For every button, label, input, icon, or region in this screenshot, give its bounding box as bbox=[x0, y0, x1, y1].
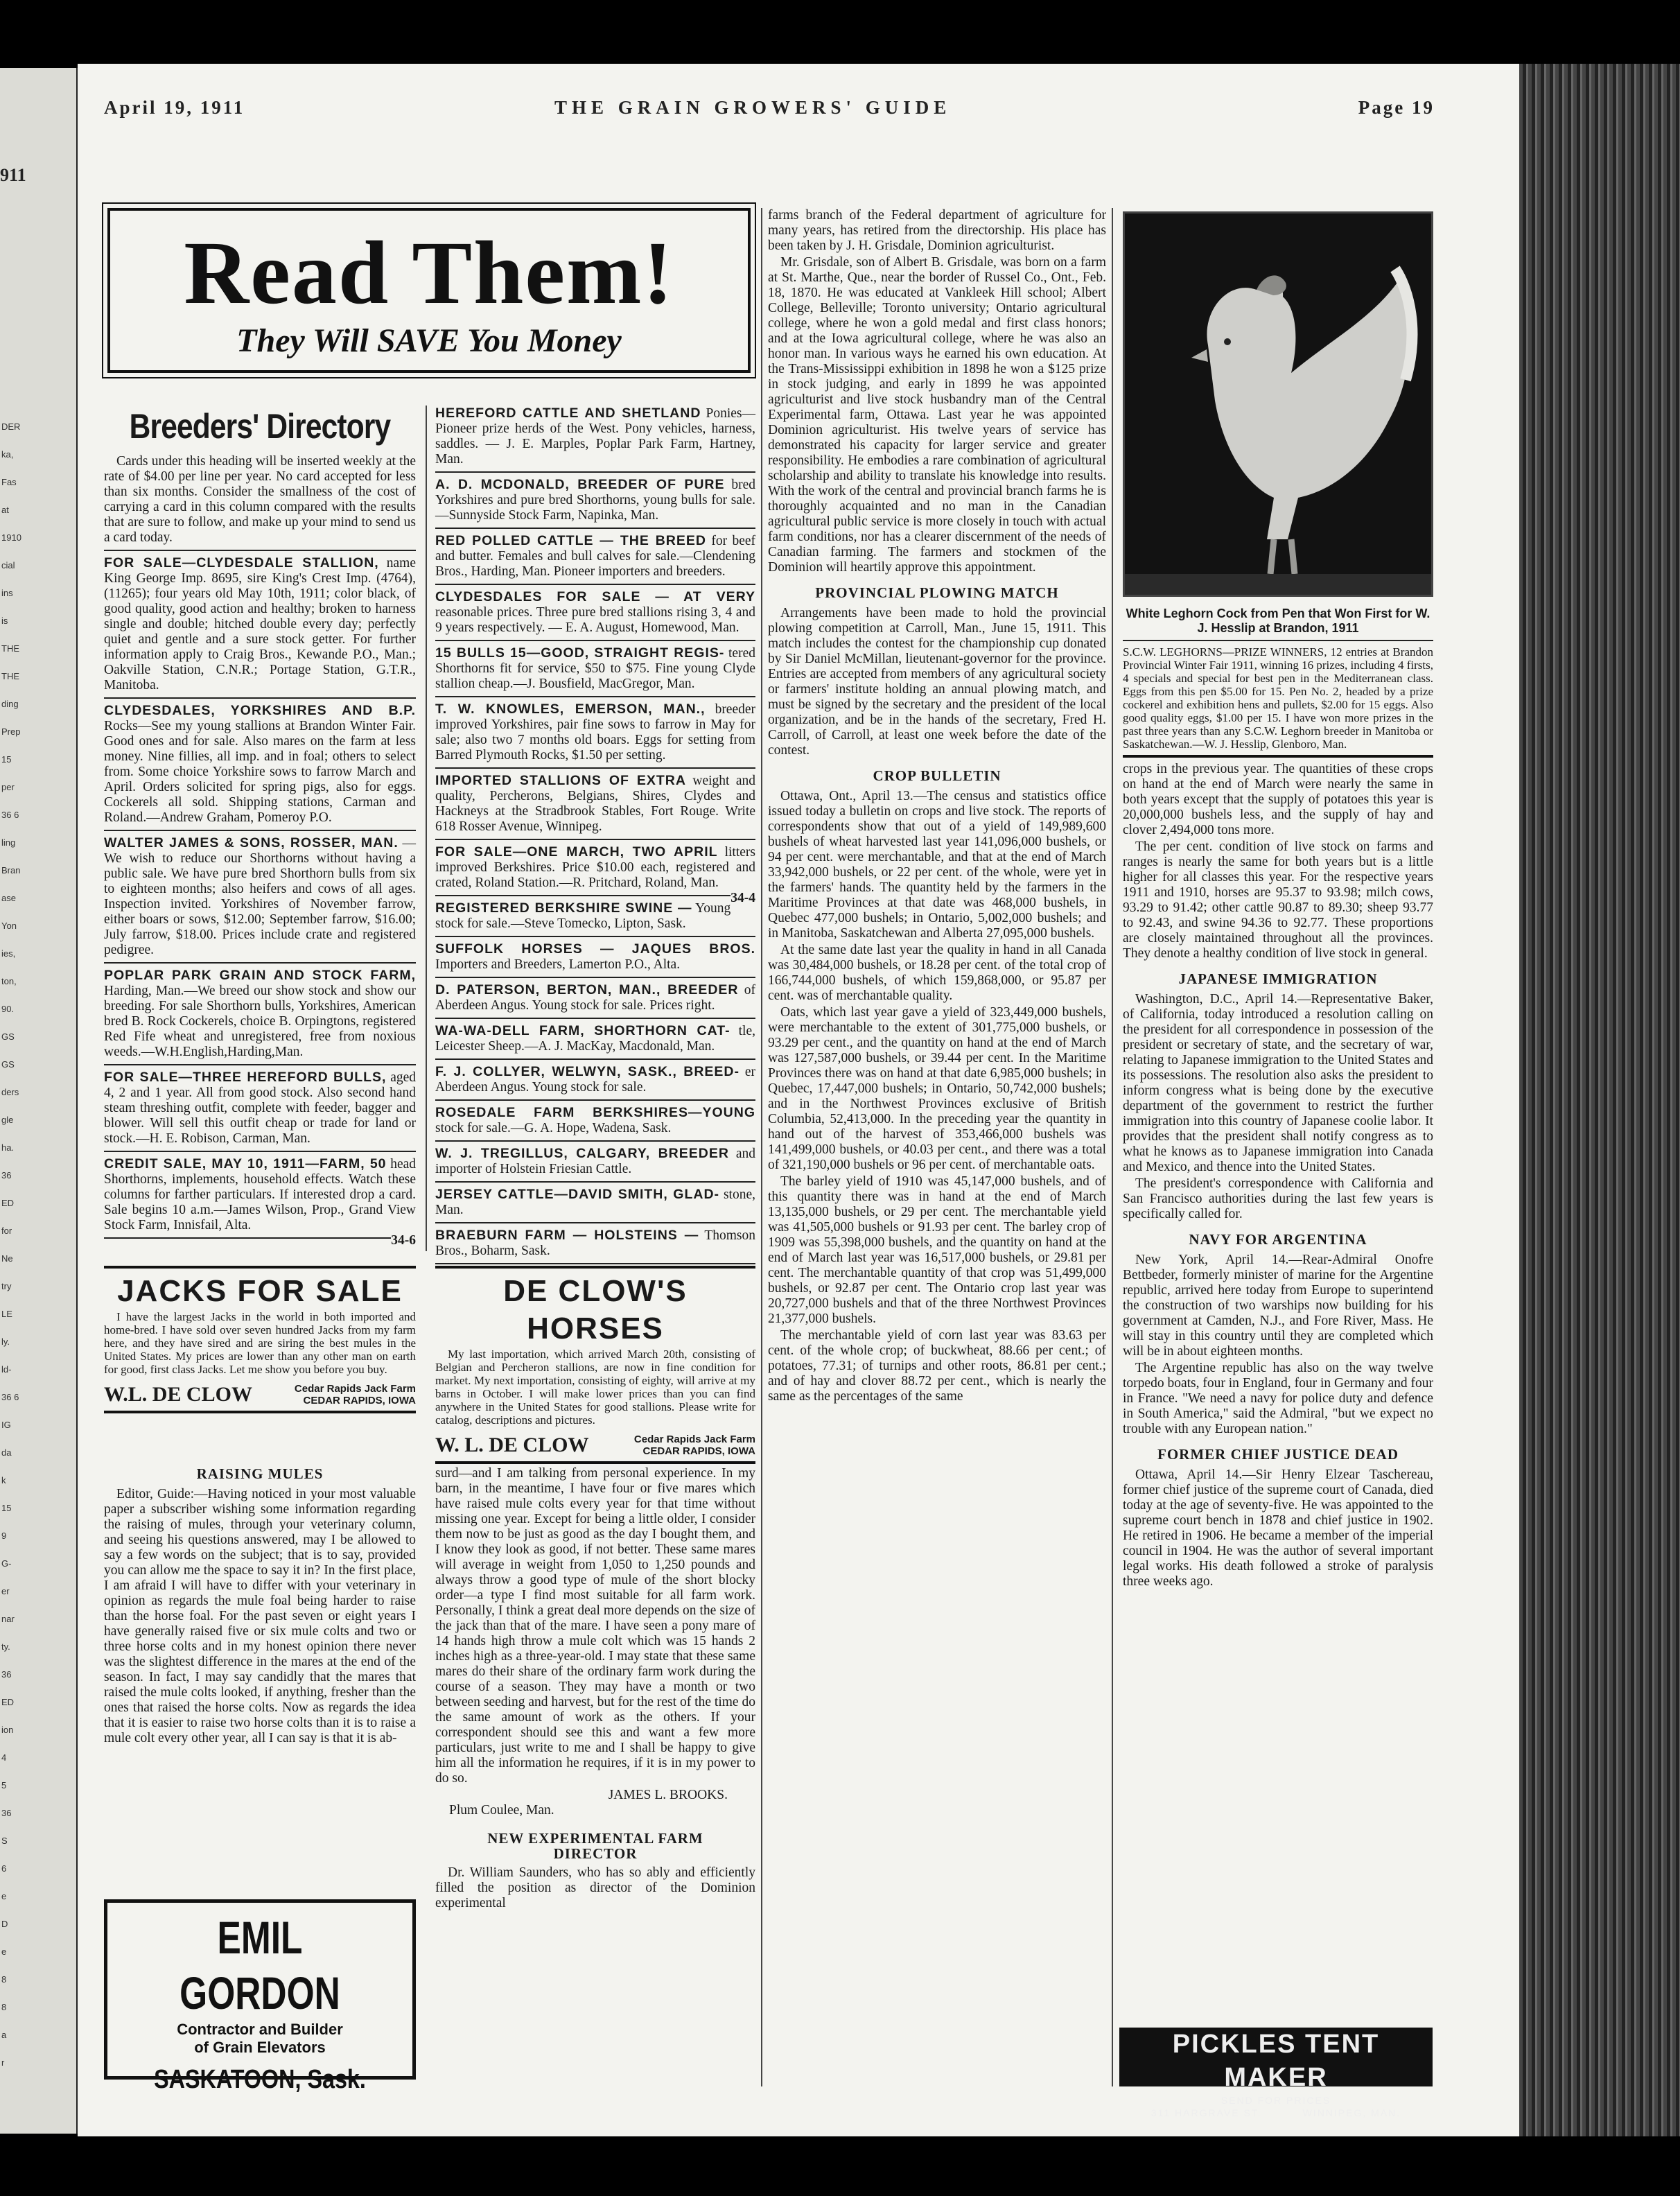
column-4 bbox=[1123, 607, 1433, 1591]
left-page-fragment-text: THE bbox=[1, 643, 19, 654]
ad-divider bbox=[435, 696, 755, 697]
ad-divider bbox=[435, 471, 755, 473]
breeder-ad bbox=[435, 941, 755, 973]
ad-divider bbox=[435, 1099, 755, 1101]
breeder-ad bbox=[435, 1228, 755, 1259]
breeder-ad-body: breeder improved Yorkshires, pair fine sows to farrow in May for sale; also two 7 months old boars. Eggs for setting from Barred Plymouth Rocks, $1.50 per setting. bbox=[435, 702, 756, 762]
left-page-fragment-text: S bbox=[1, 1836, 8, 1846]
left-page-fragment-text: gle bbox=[1, 1115, 14, 1125]
ad-divider bbox=[435, 1222, 755, 1223]
left-page-fragment-text: is bbox=[1, 616, 8, 626]
left-page-fragment-text: for bbox=[1, 1226, 12, 1236]
breeder-ad bbox=[435, 702, 755, 763]
issue-date: April 19, 1911 bbox=[104, 97, 245, 118]
ad-divider bbox=[435, 767, 755, 769]
left-page-fragment-text: r bbox=[1, 2057, 5, 2068]
ad-divider bbox=[435, 839, 755, 840]
left-page-fragment-text: ders bbox=[1, 1087, 19, 1097]
pickles-title: PICKLES TENT MAKER bbox=[1172, 2030, 1380, 2092]
left-page-fragment-text: 1910 bbox=[1, 532, 21, 543]
left-page-fragment-text: ED bbox=[1, 1697, 15, 1707]
ad-divider bbox=[435, 1058, 755, 1060]
breeder-ad-heading: W. J. TREGILLUS, CALGARY, BREEDER bbox=[435, 1146, 729, 1161]
experimental-farm-part-1: Dr. William Saunders, who has so ably and efficiently filled the position as director of the Dominion experimental bbox=[435, 1865, 755, 1910]
left-page-number: 911 bbox=[0, 165, 26, 185]
left-page-fragment-text: a bbox=[1, 2030, 7, 2040]
crop-bulletin-p4: The barley yield of 1910 was 45,147,000 bushels, and of this quantity there was in hand at the end of March 13,135,000 bushels, or 29 per cent. The merchantable yield was 41,505,000 bushels or 91.93 per cent. The barley crop of 1909 was 55,398,000 bushels, and the quantity on hand at the end of March last year was 16,517,000 bushels, or 29.81 per cent. The merchantable quantity of that crop was 51,499,000 bushels, or 92.87 per cent. The Ontario crop last year was 20,727,000 bushels and that of the three Northwest Provinces 21,377,000 bushels. bbox=[768, 1174, 1106, 1326]
ad-divider bbox=[104, 1151, 416, 1152]
experimental-farm-title-2: DIRECTOR bbox=[553, 1845, 638, 1862]
column-rule bbox=[426, 406, 427, 1251]
left-page-fragment-text: per bbox=[1, 782, 15, 792]
left-page-fragment-text: THE bbox=[1, 671, 19, 681]
page-number: Page 19 bbox=[1358, 97, 1435, 118]
left-page-fragment bbox=[0, 68, 80, 2134]
breeder-ad-body: Importers and Breeders, Lamerton P.O., Alta. bbox=[435, 957, 681, 972]
emil-gordon-line-2: of Grain Elevators bbox=[194, 2039, 326, 2056]
left-page-fragment-text: da bbox=[1, 1447, 12, 1458]
breeder-ad bbox=[435, 982, 755, 1013]
left-page-fragment-text: Yon bbox=[1, 921, 17, 931]
emil-gordon-ad bbox=[104, 1899, 416, 2094]
ad-divider bbox=[435, 936, 755, 937]
crop-bulletin-p6: crops in the previous year. The quantities of these crops on hand at the end of March were nearly the same in both years except that the supply of potatoes this year is 20,000,000 bushels less, and the supply of hay and clover 2,494,000 tons more. bbox=[1123, 762, 1433, 837]
breeder-ad-heading: A. D. MCDONALD, BREEDER OF PURE bbox=[435, 477, 725, 492]
breeder-ad bbox=[435, 773, 755, 835]
breeder-ad-heading: FOR SALE—THREE HEREFORD BULLS, bbox=[104, 1070, 387, 1085]
ad-divider bbox=[104, 830, 416, 831]
breeder-ad bbox=[435, 589, 755, 636]
left-page-fragment-text: ling bbox=[1, 837, 16, 848]
plowing-match-title: PROVINCIAL PLOWING MATCH bbox=[815, 584, 1059, 601]
left-page-fragment-text: ha. bbox=[1, 1142, 15, 1153]
crop-bulletin-title: CROP BULLETIN bbox=[873, 767, 1001, 784]
breeder-ad-body: Rocks—See my young stallions at Brandon Winter Fair. Good ones and for sale. Also mares on the farm at less money. Nine fillies, all imp. and in foal; others to select from. Some choice Yorkshire sows to farrow March and April. Orders solicited for spring pigs, also for eggs. Cockerels all sold. Shipping stations, Carman and Roland.—Andrew Graham, Pomeroy P.O. bbox=[104, 719, 416, 825]
breeder-ad-body: litters improved Berkshires. Price $10.00 each, registered and crated, Roland Station.—R. Pritchard, Roland, Man. bbox=[435, 845, 755, 890]
breeder-ad bbox=[435, 533, 755, 580]
breeder-ad-body: stock for sale.—G. A. Hope, Wadena, Sask. bbox=[435, 1121, 672, 1135]
left-page-fragment-text: 90. bbox=[1, 1004, 15, 1014]
navy-argentina-title: NAVY FOR ARGENTINA bbox=[1189, 1231, 1367, 1248]
emil-gordon-name: EMIL GORDON bbox=[180, 1912, 340, 2019]
breeder-ad-body: and importer of Holstein Friesian Cattle. bbox=[435, 1147, 755, 1176]
left-page-fragment-text: 36 6 bbox=[1, 1392, 19, 1402]
breeder-ad-heading: WALTER JAMES & SONS, ROSSER, MAN. bbox=[104, 835, 399, 851]
breeder-ad-body: Ponies—Pioneer prize herds of the West. Pony vehicles, harness, saddles. — J. E. Marples, Poplar Park Farm, Hartney, Man. bbox=[435, 406, 755, 467]
column-rule bbox=[761, 208, 762, 2086]
left-page-fragment-text: ies, bbox=[1, 948, 16, 959]
breeders-column-1 bbox=[104, 406, 416, 1248]
breeder-ad-heading: 15 BULLS 15—GOOD, STRAIGHT REGIS- bbox=[435, 645, 725, 661]
plowing-match-body: Arrangements have been made to hold the provincial plowing competition at Carroll, Man., June 15, 1911. This match includes the contest for the championship cup donated by Sir Daniel McMillan, lieutenant-governor for the province. Entries are accepted from members of any agricultural society or farmers' institute holding an annual plowing match, and must be signed by the secretary and the president of the local organization, and be in the hands of the secretary, Fred H. Carroll, of Carroll, at least one week before the date of the contest. bbox=[768, 606, 1106, 758]
raising-mules-title: RAISING MULES bbox=[196, 1465, 324, 1482]
breeder-ad bbox=[435, 1187, 755, 1218]
breeder-ad-body: er Aberdeen Angus. Young stock for sale. bbox=[435, 1065, 755, 1095]
jacks-city: CEDAR RAPIDS, IOWA bbox=[303, 1395, 416, 1406]
declow-signature: W. L. DE CLOW bbox=[435, 1434, 589, 1456]
leghorns-ad: S.C.W. LEGHORNS—PRIZE WINNERS, 12 entries at Brandon Provincial Winter Fair 1911, winning 16 prizes, including 4 firsts, 4 specials and special for best pen in the Mediterranean class. Eggs from this pen $5.00 for 15. Pen No. 2, headed by a prize cockerel and exhibition hens and pullets, $2.00 for 15 eggs. Also good quality eggs, $1.00 per 15. I have won more prizes in the past three years than any S.C.W. Leghorn breeder in Manitoba or Saskatchewan.—W. J. Hesslip, Glenboro, Man. bbox=[1123, 645, 1433, 751]
breeder-ad bbox=[104, 968, 416, 1060]
left-page-fragment-text: IG bbox=[1, 1420, 11, 1430]
breeder-ad-body: tle, Leicester Sheep.—A. J. MacKay, Macdonald, Man. bbox=[435, 1024, 755, 1054]
chief-justice-body: Ottawa, April 14.—Sir Henry Elzear Taschereau, former chief justice of the supreme court of Canada, died today at the age of seventy-five. He was appointed to the supreme court bench in 1878 and chief justice in 1902. He retired in 1906. He became a member of the imperial council in 1904. He was the author of several important legal works. His death followed a stroke of paralysis three weeks ago. bbox=[1123, 1467, 1433, 1589]
jacks-ad bbox=[104, 1262, 416, 1418]
left-page-fragment-text: e bbox=[1, 1946, 7, 1957]
declow-title: DE CLOW'S HORSES bbox=[503, 1274, 688, 1345]
breeder-ad-body: for beef and butter. Females and bull calves for sale.—Clendening Bros., Harding, Man. Pioneer importers and breeders. bbox=[435, 534, 755, 579]
left-page-fragment-text: 36 6 bbox=[1, 810, 19, 820]
japanese-immigration-body-2: The president's correspondence with California and San Francisco authorities during the last few years is specifically called for. bbox=[1123, 1176, 1433, 1221]
rooster-caption: White Leghorn Cock from Pen that Won First for W. J. Hesslip at Brandon, 1911 bbox=[1126, 607, 1430, 635]
left-page-fragment-text: 4 bbox=[1, 1752, 7, 1763]
breeder-ad-heading: RED POLLED CATTLE — THE BREED bbox=[435, 533, 706, 548]
experimental-farm-part-3: Mr. Grisdale, son of Albert B. Grisdale, was born on a farm at St. Marthe, Que., near the border of Russel Co., Ont., Feb. 18, 1870. He was educated at Vankleek Hill school; Albert College, Belleville; Toronto university; Ontario agricultural college, where he won a gold medal and first class honors; and at the Iowa agricultural college, where he was also an honor man. In various ways he earned his own education. At the Trans-Mississippi exhibition in 1898 he won a $125 prize in stock judging, and early in 1899 he was appointed agriculturist and live stock husbandry man of the Central Experimental farm, Ottawa. Last year he was appointed Dominion agriculturist. His twelve years of service has demonstrated his capacity for larger service and greater responsibility. He embodies a rare combination of agricultural scholarship and ability to translate his knowledge into results. With the work of the central and provincial branch farms he is thoroughly acquainted and no man in the Canadian agricultural public service is more closely in touch with actual farm conditions, nor has a clearer discernment of the needs of Canadian farming. The farmers and stockmen of the Dominion will heartily approve this appointment. bbox=[768, 255, 1106, 575]
left-page-fragment-text: LE bbox=[1, 1309, 12, 1319]
left-page-fragment-text: 15 bbox=[1, 754, 12, 765]
breeder-ad bbox=[435, 1023, 755, 1054]
left-page-fragment-text: 9 bbox=[1, 1531, 7, 1541]
left-page-fragment-text: ins bbox=[1, 588, 13, 598]
breeder-ad-tag: 34-4 bbox=[730, 891, 755, 905]
crop-bulletin-p7: The per cent. condition of live stock on farms and ranges is nearly the same for both years but is a little higher for all classes this year. For the respective years 1911 and 1910, horses are 95.37 to 93.98; milch cows, 93.29 to 91.42; other cattle 90.87 to 89.30; sheep 93.77 to 92.43, and swine 94.36 to 92.77. These proportions are closely maintained throughout all the provinces. They denote a healthy condition of live stock in general. bbox=[1123, 839, 1433, 961]
japanese-immigration-title: JAPANESE IMMIGRATION bbox=[1178, 970, 1378, 987]
breeder-ad-body: Thomson Bros., Boharm, Sask. bbox=[435, 1228, 756, 1258]
read-them-subhead: They Will SAVE You Money bbox=[236, 322, 622, 359]
raising-mules-continued bbox=[435, 1466, 755, 1912]
left-page-fragment-text: 36 bbox=[1, 1170, 12, 1180]
breeder-ad-tag: 34-6 bbox=[391, 1233, 416, 1248]
left-page-fragment-text: ion bbox=[1, 1725, 14, 1735]
breeder-ad bbox=[435, 1064, 755, 1095]
left-page-fragment-text: 15 bbox=[1, 1503, 12, 1513]
left-page-fragment-text: Ne bbox=[1, 1253, 13, 1264]
breeder-ad-heading: HEREFORD CATTLE AND SHETLAND bbox=[435, 406, 701, 421]
japanese-immigration-body: Washington, D.C., April 14.—Representative Baker, of California, today introduced a resolution calling on the president for all correspondence in possession of the president or secretary of state, and the secretary of war, relating to Japanese immigration to the United States and its possessions. The resolution also asks the president to inform congress what is being done by the executive department of the government to restrict the further immigration into this country of Japanese coolie labor. It provides that the president shall notify congress as to what he knows as to Japanese immigration into Canada and Mexico, and thence into the United States. bbox=[1123, 992, 1433, 1174]
read-them-headline: Read Them! bbox=[184, 223, 674, 323]
breeder-ad-body: of Aberdeen Angus. Young stock for sale. Prices right. bbox=[435, 983, 756, 1013]
breeder-ad-body: —We wish to reduce our Shorthorns without having a public sale. We have pure bred Shorthorn bulls from six to eighteen months; also heifers and cows of all ages. Inspection invited. Yorkshires of November farrow, either boars or sows, $12.00; September farrow, $16.00; July farrow, $18.00. Prices include crate and registered pedigree. bbox=[104, 836, 416, 957]
breeder-ad-heading: CLYDESDALES FOR SALE — AT VERY bbox=[435, 589, 755, 604]
crop-bulletin-p1: Ottawa, Ont., April 13.—The census and statistics office issued today a bulletin on crops and live stock. The reports of correspondents show that out of a yield of 149,989,600 bushels of wheat harvested last year 141,096,000 bushels, or 94 per cent. were merchantable, and that at the end of March 33,942,000 bushels, or 22 per cent. of the whole, were yet in the farmers' hands. The quantity held by the farmers in the Maritime Provinces at that date was 468,000 bushels, in Quebec 477,000 bushels; in Ontario, 5,002,000 bushels; and in Manitoba, Saskatchewan and Alberta 27,095,000 bushels. bbox=[768, 789, 1106, 941]
left-page-fragment-text: Fas bbox=[1, 477, 17, 487]
jacks-body: I have the largest Jacks in the world in both imported and home-bred. I have sold over seven hundred Jacks from my farm here, and they have sired and are siring the best mules in the United States. My prices are lower than any other man on earth for good, first class Jacks. Let me show you before you buy. bbox=[104, 1310, 416, 1376]
breeder-ad-heading: ROSEDALE FARM BERKSHIRES—YOUNG bbox=[435, 1105, 755, 1120]
running-head bbox=[104, 97, 1435, 125]
left-page-fragment-text: G- bbox=[1, 1558, 12, 1569]
experimental-farm-part-2: farms branch of the Federal department of agriculture for many years, has retired from the directorship. His place has been taken by J. H. Grisdale, Dominion agriculturist. bbox=[768, 208, 1106, 253]
ad-divider bbox=[435, 1140, 755, 1142]
breeder-ad-body: name King George Imp. 8695, sire King's Crest Imp. (4764), (11265); four years old May 10th, 1911; color black, of good quality, good action and healthy; broken to harness single and double; hitched double every day; perfectly quiet and gentle and a sure stock getter. For further information apply to Craig Bros., Kewande P.O., Man.; Oakville Station, C.N.R.; Portage Station, G.T.R., Manitoba. bbox=[104, 556, 417, 692]
breeder-ad-body: head Shorthorns, implements, household effects. Watch these columns for farther particulars. If interested drop a card. Sale begins 10 a.m.—James Wilson, Prop., Grand View Stock Farm, Innisfail, Alta. bbox=[104, 1157, 416, 1232]
pickles-line-1: SEND FOR PRICES bbox=[1220, 2095, 1331, 2106]
breeder-ad bbox=[104, 703, 416, 826]
declow-city: CEDAR RAPIDS, IOWA bbox=[642, 1445, 755, 1457]
ad-divider bbox=[435, 1018, 755, 1019]
raising-mules-signature: JAMES L. BROOKS. bbox=[608, 1788, 728, 1802]
declow-farm: Cedar Rapids Jack Farm bbox=[633, 1434, 755, 1445]
breeder-ad-body: Young stock for sale.—Steve Tomecko, Lipton, Sask. bbox=[435, 901, 731, 931]
breeders-column-2 bbox=[435, 406, 755, 1269]
chief-justice-title: FORMER CHIEF JUSTICE DEAD bbox=[1157, 1446, 1399, 1463]
rooster-illustration bbox=[1125, 214, 1431, 595]
pickles-line-2: 311 HARGRAVE ST. WINNIPEG, MAN. bbox=[1150, 2107, 1401, 2118]
ad-divider bbox=[435, 977, 755, 978]
breeder-ad bbox=[104, 1156, 416, 1248]
breeder-ad-heading: D. PATERSON, BERTON, MAN., BREEDER bbox=[435, 982, 739, 997]
left-page-fragment-text: ED bbox=[1, 1198, 15, 1208]
left-page-fragment-text: 8 bbox=[1, 1974, 7, 1985]
left-page-fragment-text: 36 bbox=[1, 1669, 12, 1680]
breeder-ad bbox=[104, 835, 416, 958]
breeder-ad-heading: FOR SALE—ONE MARCH, TWO APRIL bbox=[435, 844, 718, 860]
breeder-ad bbox=[104, 1070, 416, 1147]
left-page-fragment-text: cial bbox=[1, 560, 15, 570]
emil-gordon-city: SASKATOON, Sask. bbox=[154, 2065, 366, 2094]
breeder-ad-body: Harding, Man.—We breed our show stock and show our breeding. For sale Shorthorn bulls, Yorkshires, American bred B. Rock Cockerels, choice B. Orpingtons, registered Red Fife wheat and unregistered, free from noxious weeds.—W.H.English,Harding,Man. bbox=[104, 984, 416, 1059]
ad-divider bbox=[104, 962, 416, 964]
breeder-ad-heading: POPLAR PARK GRAIN AND STOCK FARM, bbox=[104, 968, 416, 983]
jacks-farm: Cedar Rapids Jack Farm bbox=[294, 1383, 416, 1395]
left-page-fragment-text: ka, bbox=[1, 449, 14, 460]
ad-divider bbox=[435, 640, 755, 641]
breeder-ad bbox=[435, 844, 755, 905]
declow-ad bbox=[435, 1262, 755, 1468]
newspaper-title: THE GRAIN GROWERS' GUIDE bbox=[554, 97, 952, 118]
page-stack-edge bbox=[1519, 64, 1680, 2136]
left-page-fragment-text: ld- bbox=[1, 1364, 12, 1375]
emil-gordon-line-1: Contractor and Builder bbox=[177, 2021, 343, 2038]
left-page-fragment-text: nar bbox=[1, 1614, 15, 1624]
raising-mules-place: Plum Coulee, Man. bbox=[449, 1803, 554, 1818]
ad-divider bbox=[104, 1064, 416, 1065]
breeder-ad-heading: T. W. KNOWLES, EMERSON, MAN., bbox=[435, 702, 706, 717]
left-page-fragment-text: ton, bbox=[1, 976, 17, 986]
left-page-fragment-text: Prep bbox=[1, 726, 21, 737]
breeder-ad-heading: REGISTERED BERKSHIRE SWINE — bbox=[435, 900, 692, 916]
breeders-intro: Cards under this heading will be inserted weekly at the rate of $4.00 per line per year. No card accepted for less than six months. Consider the smallness of the cost of carrying a card in this column compared with the results that are sure to follow, and make up your mind to send us a card today. bbox=[104, 454, 416, 545]
breeders-directory-title: Breeders' Directory bbox=[129, 407, 391, 446]
white-leghorn-photo bbox=[1123, 211, 1433, 597]
breeder-ad-body: weight and quality, Percherons, Belgians, Shires, Clydes and Hackneys at the Stradbrook Stables, Fort Rouge. Write 618 Rosser Avenue, Winnipeg. bbox=[435, 774, 756, 834]
breeder-ad-heading: BRAEBURN FARM — HOLSTEINS — bbox=[435, 1228, 699, 1243]
ad-divider bbox=[435, 528, 755, 529]
read-them-banner bbox=[107, 208, 751, 373]
breeder-ad bbox=[435, 1105, 755, 1136]
breeder-ad bbox=[435, 406, 755, 467]
ad-divider bbox=[435, 1181, 755, 1183]
left-page-fragment-text: 36 bbox=[1, 1808, 12, 1818]
breeder-ad-body: stone, Man. bbox=[435, 1187, 755, 1217]
jacks-signature: W.L. DE CLOW bbox=[104, 1383, 252, 1406]
experimental-farm-title-1: NEW EXPERIMENTAL FARM bbox=[487, 1830, 703, 1847]
left-page-fragment-text: D bbox=[1, 1919, 8, 1929]
breeder-ad-body: aged 4, 2 and 1 year. All from good stock. Also second hand steam threshing outfit, complete with feeder, bagger and blower. Will sell this outfit cheap or trade for land or stock.—H. E. Robison, Carman, Man. bbox=[104, 1070, 417, 1146]
crop-bulletin-p3: Oats, which last year gave a yield of 323,449,000 bushels, were merchantable to the extent of 301,775,000 bushels, or 93.29 per cent., and the quantity on hand at the end of March was 127,587,000 bushels, or 39.44 per cent. In the Maritime Provinces there was on hand at that date 6,985,000 bushels; in Quebec, 17,447,000 bushels; in Ontario, 50,742,000 bushels; and in the Northwest Provinces exclusive of British Columbia, 52,413,000. In the preceding year the quantity in hand out of the harvest of 353,466,000 bushels was 141,499,000 bushels, or 40.03 per cent., and there was a total of 321,190,000 bushels or 96 per cent. of merchantable oats. bbox=[768, 1005, 1106, 1172]
ad-divider bbox=[104, 1237, 391, 1239]
crop-bulletin-p5: The merchantable yield of corn last year was 83.63 per cent. of the whole crop; of buckwheat, 88.66 per cent.; of potatoes, 77.31; of turnips and other roots, 86.81 per cent.; and of hay and clover 88.72 per cent., which is nearly the same as the percentages of the same bbox=[768, 1328, 1106, 1404]
raising-mules-part-2: surd—and I am talking from personal experience. In my barn, in the meantime, I have four or five mares which have raised mule colts every year for that time without missing one year. Except for being a little older, I consider them now to be just as good as the day I bought them, and I know they look as good, if not better. These same mares will average in weight from 1,050 to 1,250 pounds and always throw a good type of mule of the short blocky order—a type I find most suitable for all farm work. Personally, I think a great deal more depends on the size of the jack than that of the mare. I have seen a pony mare of 14 hands high throw a mule colt which was 15 hands 2 inches high as a three-year-old. I may state that these same mares do their share of the ordinary farm work during the course of a season. They may have a month or two between seeding and harvest, but for the rest of the time do the same amount of work as the others. If your correspondent should see this and want a few more particulars, just write to me and I shall be happy to give him all the information he requires, if it is in my power to do so. bbox=[435, 1466, 755, 1786]
breeder-ad-body: bred Yorkshires and pure bred Shorthorns, young bulls for sale.—Sunnyside Stock Farm, Napinka, Man. bbox=[435, 478, 755, 523]
breeder-ad-heading: JERSEY CATTLE—DAVID SMITH, GLAD- bbox=[435, 1187, 720, 1202]
pickles-tent-maker-ad bbox=[1119, 2028, 1433, 2118]
column-rule bbox=[1112, 208, 1113, 2086]
breeder-ad bbox=[104, 555, 416, 693]
left-page-fragment-text: ty. bbox=[1, 1641, 10, 1652]
left-page-fragment-text: 5 bbox=[1, 1780, 7, 1790]
left-page-fragment-text: 8 bbox=[1, 2002, 7, 2012]
breeder-ad bbox=[435, 645, 755, 692]
breeder-ad-heading: WA-WA-DELL FARM, SHORTHORN CAT- bbox=[435, 1023, 730, 1038]
ad-divider bbox=[104, 697, 416, 699]
ad-divider bbox=[435, 584, 755, 585]
raising-mules-article bbox=[104, 1466, 416, 1748]
left-page-fragment-text: Bran bbox=[1, 865, 21, 875]
breeders-ads-list-2 bbox=[435, 406, 755, 1264]
left-page-fragment-text: ly. bbox=[1, 1336, 10, 1347]
breeder-ad-heading: F. J. COLLYER, WELWYN, SASK., BREED- bbox=[435, 1064, 740, 1079]
navy-argentina-body: New York, April 14.—Rear-Admiral Onofre Bettbeder, formerly minister of marine for the Argentine republic, arrived here today from Europe to superintend the construction of two warships now building for his government at Camden, N.J., and Fore River, Mass. He will stay in this country until they are completed which will be in about eighteen months. bbox=[1123, 1253, 1433, 1359]
breeders-ads-list-1 bbox=[104, 555, 417, 1248]
crop-bulletin-p2: At the same date last year the quality in hand in all Canada was 30,484,000 bushels, or 18.28 per cent. of the total crop of 166,744,000 bushels, of which 159,868,000, or 95.87 per cent. was of merchantable quality. bbox=[768, 943, 1106, 1003]
left-page-fragment-text: 6 bbox=[1, 1863, 7, 1874]
breeder-ad-body: tered Shorthorns fit for service, $50 to $75. Fine young Clyde stallion cheap.—J. Bousfield, MacGregor, Man. bbox=[435, 646, 755, 691]
jacks-title: JACKS FOR SALE bbox=[117, 1274, 403, 1308]
declow-body: My last importation, which arrived March 20th, consisting of Belgian and Percheron stallions, are now in fine condition for market. My next importation, consisting of eighty, will arrive at my barns in October. I will make lower prices than you can find anywhere in the United States for good stallions. Please write for catalog, descriptions and pictures. bbox=[435, 1348, 755, 1427]
left-page-fragment-text: at bbox=[1, 505, 9, 515]
navy-argentina-body-2: The Argentine republic has also on the way twelve torpedo boats, four in England, four in Germany and four in France. "We need a navy for police duty and defence in South America," said the Admiral, "but we expect no trouble with any European nation." bbox=[1123, 1361, 1433, 1436]
left-page-fragment-text: e bbox=[1, 1891, 7, 1901]
left-page-fragment-text: GS bbox=[1, 1031, 15, 1042]
left-page-fragment-text: GS bbox=[1, 1059, 15, 1070]
breeder-ad-heading: IMPORTED STALLIONS OF EXTRA bbox=[435, 773, 686, 788]
breeder-ad bbox=[435, 477, 755, 523]
left-page-fragment-text: DER bbox=[1, 421, 21, 432]
left-page-fragment-text: ding bbox=[1, 699, 19, 709]
left-page-fragment-text: ase bbox=[1, 893, 16, 903]
column-3 bbox=[768, 208, 1106, 1406]
left-page-fragment-text: try bbox=[1, 1281, 12, 1291]
left-page-fragment-text: er bbox=[1, 1586, 10, 1596]
left-page-fragment-text: k bbox=[1, 1475, 6, 1485]
breeder-ad-heading: CREDIT SALE, MAY 10, 1911—FARM, 50 bbox=[104, 1156, 387, 1171]
breeder-ad-heading: CLYDESDALES, YORKSHIRES AND B.P. bbox=[104, 703, 416, 718]
raising-mules-part-1: Editor, Guide:—Having noticed in your most valuable paper a subscriber wishing some information regarding the raising of mules, through your veterinary column, and seeing his questions answered, may I be allowed to say a few words on the subject; that is to say, provided you can allow me the space to say it in? In the first place, I am afraid I will have to differ with your veterinary in opinion as regards the mule foal being harder to raise than the horse foal. For the past seven or eight years I have generally raised five or six mule colts and two or three horse colts and in my honest opinion there never was the slightest difference in the mares at the end of the season. In fact, I may say candidly that the mares that raised the mule colts looked, if anything, fresher than the ones that raised the horse colts. Now as regards the idea that it is easier to raise two horse colts than it is to raise a mule colt every other year, all I can say is that it is ab- bbox=[104, 1487, 416, 1745]
ad-divider bbox=[435, 895, 730, 896]
breeder-ad bbox=[435, 1146, 755, 1177]
breeder-ad-body: reasonable prices. Three pure bred stallions rising 3, 4 and 9 years respectively. — E. A. August, Homewood, Man. bbox=[435, 605, 755, 635]
breeder-ad bbox=[435, 900, 755, 932]
breeder-ad-heading: SUFFOLK HORSES — JAQUES BROS. bbox=[435, 941, 755, 957]
breeder-ad-heading: FOR SALE—CLYDESDALE STALLION, bbox=[104, 555, 379, 570]
